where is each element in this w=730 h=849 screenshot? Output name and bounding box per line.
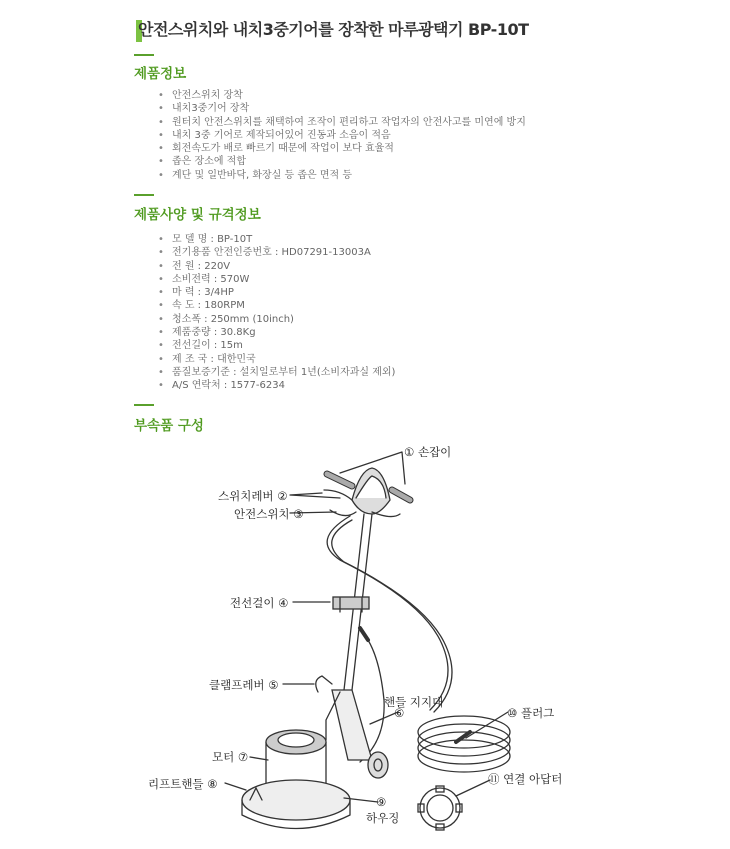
label-adapter: ⑪ 연결 아답터 (488, 772, 563, 786)
list-item: • 제 조 국 : 대한민국 (158, 353, 395, 366)
list-item: • 원터치 안전스위치를 채택하여 조작이 편리하고 작업자의 안전사고를 미연에 방지 (158, 116, 526, 129)
label-handle-support: 핸들 지지대 (384, 695, 444, 709)
specs-list (158, 233, 395, 393)
label-handle-support-number: ⑥ (394, 706, 405, 720)
label-plug: ⑩ 플러그 (507, 706, 555, 720)
list-item: • 계단 및 일반바닥, 화장실 등 좁은 면적 등 (158, 169, 526, 182)
list-item: • 회전속도가 배로 빠르기 때문에 작업이 보다 효율적 (158, 142, 526, 155)
section-heading-specs: 제품사양 및 규격정보 (134, 207, 261, 223)
label-safety-switch: 안전스위치 ③ (234, 507, 304, 521)
section-heading-info: 제품정보 (134, 66, 187, 82)
list-item: • 속 도 : 180RPM (158, 299, 395, 312)
list-item: • 안전스위치 장착 (158, 89, 526, 102)
list-item: • 전기용품 안전인증번호 : HD07291-13003A (158, 246, 395, 259)
list-item: • 소비전력 : 570W (158, 273, 395, 286)
page-title: 안전스위치와 내치3중기어를 장착한 마루광택기 BP-10T (138, 20, 529, 39)
list-item: • 내치3중기어 장착 (158, 102, 526, 115)
list-item: • 내치 3중 기어로 제작되어있어 진동과 소음이 적음 (158, 129, 526, 142)
label-clamp-lever: 클램프레버 ⑤ (209, 678, 279, 692)
info-list (158, 89, 526, 182)
list-item: • 청소폭 : 250mm (10inch) (158, 313, 395, 326)
list-item: • 품질보증기준 : 설치일로부터 1년(소비자과실 제외) (158, 366, 395, 379)
list-item: • A/S 연락처 : 1577-6234 (158, 379, 395, 392)
list-item: • 제품중량 : 30.8Kg (158, 326, 395, 339)
section-rule-specs (134, 194, 154, 196)
label-motor: 모터 ⑦ (212, 750, 249, 764)
list-item: • 마 력 : 3/4HP (158, 286, 395, 299)
section-rule-parts (134, 404, 154, 406)
list-item: • 전 원 : 220V (158, 260, 395, 273)
floor-polisher-diagram (0, 438, 730, 849)
list-item: • 전선길이 : 15m (158, 339, 395, 352)
label-handle: ① 손잡이 (404, 445, 452, 459)
list-item: • 모 델 명 : BP-10T (158, 233, 395, 246)
label-cord-hook: 전선걸이 ④ (230, 596, 289, 610)
list-item: • 좁은 장소에 적합 (158, 155, 526, 168)
label-housing-number: ⑨ (376, 795, 387, 809)
label-housing: 하우징 (366, 811, 400, 825)
label-switch-lever: 스위치레버 ② (218, 489, 288, 503)
section-rule-info (134, 54, 154, 56)
section-heading-parts: 부속품 구성 (134, 418, 204, 434)
label-lift-handle: 리프트핸들 ⑧ (148, 777, 218, 791)
